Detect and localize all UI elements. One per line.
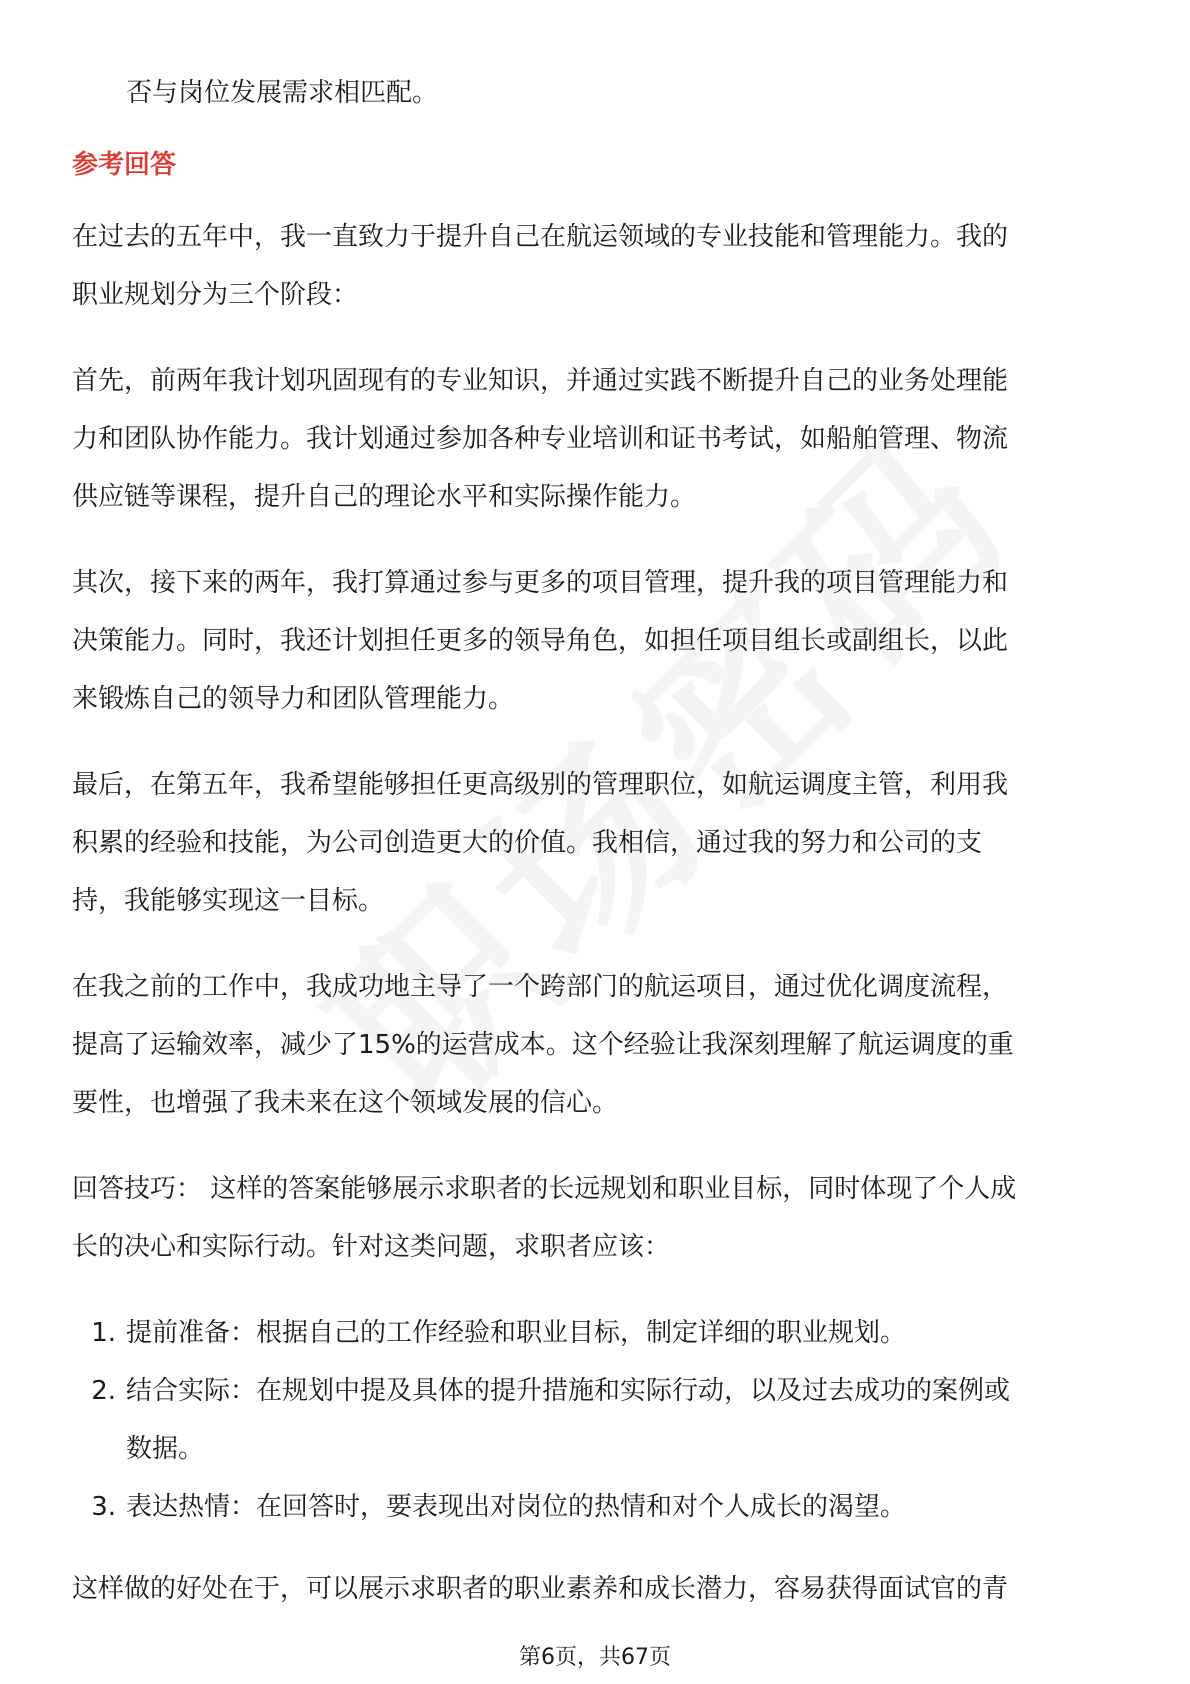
tips-list (72, 1304, 1120, 1536)
paragraph-line: 首先，前两年我计划巩固现有的专业知识，并通过实践不断提升自己的业务处理能 (72, 366, 1009, 396)
paragraph-experience (72, 958, 1120, 1132)
paragraph-line: 其次，接下来的两年，我打算通过参与更多的项目管理，提升我的项目管理能力和 (72, 568, 1009, 598)
paragraph-line: 最后，在第五年，我希望能够担任更高级别的管理职位，如航运调度主管，利用我 (72, 770, 1009, 800)
list-item-body (126, 1362, 1120, 1478)
paragraph-line: 长的决心和实际行动。针对这类问题，求职者应该： (72, 1232, 671, 1262)
paragraph-final-stage (72, 756, 1120, 930)
section-heading: 参考回答 (72, 150, 177, 180)
paragraph-second-stage (72, 554, 1120, 728)
page-footer: 第6页，共67页 (519, 1645, 671, 1670)
list-item-line: 表达热情：在回答时，要表现出对岗位的热情和对个人成长的渴望。 (126, 1492, 907, 1522)
paragraph-intro (72, 208, 1120, 324)
paragraph-line: 要性，也增强了我未来在这个领域发展的信心。 (72, 1088, 619, 1118)
list-number: 2. (91, 1376, 116, 1406)
list-item (72, 1362, 1120, 1478)
paragraph-line: 供应链等课程，提升自己的理论水平和实际操作能力。 (72, 482, 697, 512)
list-item-body (126, 1304, 1120, 1362)
continuation-line: 否与岗位发展需求相匹配。 (126, 78, 439, 108)
page-content (72, 64, 1120, 1646)
list-item-line: 数据。 (126, 1434, 205, 1464)
paragraph-line: 力和团队协作能力。我计划通过参加各种专业培训和证书考试，如船舶管理、物流 (72, 424, 1009, 454)
list-item (72, 1304, 1120, 1362)
list-item (72, 1478, 1120, 1536)
paragraph-line: 提高了运输效率，减少了15%的运营成本。这个经验让我深刻理解了航运调度的重 (72, 1030, 1014, 1060)
paragraph-line: 决策能力。同时，我还计划担任更多的领导角色，如担任项目组长或副组长，以此 (72, 626, 1009, 656)
paragraph-line: 持，我能够实现这一目标。 (72, 886, 385, 916)
paragraph-line: 职业规划分为三个阶段： (72, 280, 359, 310)
paragraph-line: 来锻炼自己的领导力和团队管理能力。 (72, 684, 515, 714)
paragraph-line: 在我之前的工作中，我成功地主导了一个跨部门的航运项目，通过优化调度流程， (72, 972, 1009, 1002)
list-number: 3. (91, 1492, 116, 1522)
paragraph-line: 在过去的五年中，我一直致力于提升自己在航运领域的专业技能和管理能力。我的 (72, 222, 1009, 252)
list-item-body (126, 1478, 1120, 1536)
paragraph-first-stage (72, 352, 1120, 526)
paragraph-answer-tips (72, 1160, 1120, 1276)
list-number: 1. (91, 1318, 116, 1348)
paragraph-benefits (72, 1560, 1120, 1618)
paragraph-line: 积累的经验和技能，为公司创造更大的价值。我相信，通过我的努力和公司的支 (72, 828, 983, 858)
paragraph-line: 这样做的好处在于，可以展示求职者的职业素养和成长潜力，容易获得面试官的青 (72, 1574, 1009, 1604)
list-item-line: 提前准备：根据自己的工作经验和职业目标，制定详细的职业规划。 (126, 1318, 907, 1348)
list-item-line: 结合实际：在规划中提及具体的提升措施和实际行动，以及过去成功的案例或 (126, 1376, 1011, 1406)
paragraph-line: 回答技巧： 这样的答案能够展示求职者的长远规划和职业目标，同时体现了个人成 (72, 1174, 1017, 1204)
